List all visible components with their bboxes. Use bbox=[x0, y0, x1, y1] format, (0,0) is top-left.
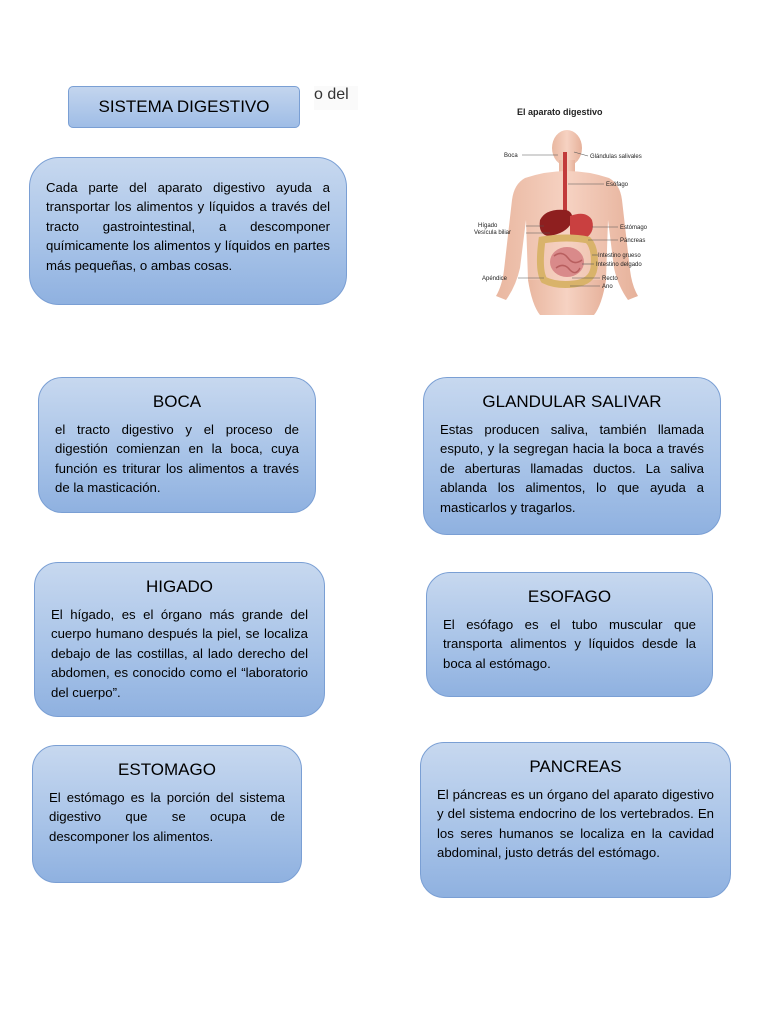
card-esofago bbox=[426, 572, 713, 697]
label-boca: Boca bbox=[504, 153, 518, 159]
card-esofago-text: El esófago es el tubo muscular que transporta alimentos y líquidos desde la boca al estómago. bbox=[443, 617, 696, 671]
card-glandular-title: GLANDULAR SALIVAR bbox=[482, 392, 662, 411]
label-esofago: Esófago bbox=[606, 182, 629, 188]
label-apendice: Apéndice bbox=[482, 276, 508, 282]
label-ano: Ano bbox=[602, 284, 613, 290]
card-glandular-salivar bbox=[423, 377, 721, 535]
card-esofago-title: ESOFAGO bbox=[527, 587, 612, 606]
card-boca-text: el tracto digestivo y el proceso de digestión comienzan en la boca, cuya función es triturar los alimentos a través de la masticación. bbox=[55, 422, 299, 496]
label-intestino-grueso: Intestino grueso bbox=[598, 253, 641, 259]
card-pancreas bbox=[420, 742, 731, 898]
card-estomago-text: El estómago es la porción del sistema digestivo que se ocupa de descomponer los alimentos. bbox=[49, 790, 285, 844]
card-glandular-text: Estas producen saliva, también llamada esputo, y la segregan hacia la boca a través de aberturas llamadas ductos. La saliva ablanda los alimentos, lo que ayuda a masticarlos y tragarlos. bbox=[440, 422, 704, 515]
card-higado-text: El hígado, es el órgano más grande del cuerpo humano después la piel, se localiza debajo de las costillas, al lado derecho del abdomen, es conocido como el “laboratorio del cuerpo”. bbox=[51, 607, 308, 700]
card-pancreas-title: PANCREAS bbox=[529, 757, 622, 776]
card-higado-title: HIGADO bbox=[145, 577, 214, 596]
label-higado: Hígado bbox=[478, 223, 498, 229]
intro-text: Cada parte del aparato digestivo ayuda a transportar los alimentos y líquidos a través del tracto gastrointestinal, a descomponer químicamente los alimentos y líquidos en partes más pequeñas, o ambas cosas. bbox=[46, 180, 330, 273]
digestive-system-diagram bbox=[470, 100, 660, 315]
intro-box bbox=[29, 157, 347, 305]
label-recto: Recto bbox=[602, 276, 618, 282]
cropped-text: o del bbox=[314, 86, 349, 103]
page-title bbox=[68, 86, 300, 128]
page-title-text: SISTEMA DIGESTIVO bbox=[98, 97, 270, 116]
label-intestino-delgado: Intestino delgado bbox=[596, 262, 642, 268]
card-pancreas-text: El páncreas es un órgano del aparato digestivo y del sistema endocrino de los vertebrados. En los seres humanos se localiza en la cavidad abdominal, justo detrás del estómago. bbox=[437, 787, 714, 861]
card-estomago bbox=[32, 745, 302, 883]
card-higado bbox=[34, 562, 325, 717]
label-pancreas: Páncreas bbox=[620, 238, 646, 244]
label-estomago: Estómago bbox=[620, 225, 648, 231]
label-vesicula: Vesícula biliar bbox=[474, 230, 512, 236]
card-boca-title: BOCA bbox=[152, 392, 202, 411]
label-glandulas: Glándulas salivales bbox=[590, 154, 642, 160]
diagram-title: El aparato digestivo bbox=[517, 107, 603, 117]
card-boca bbox=[38, 377, 316, 513]
cropped-text-fragment bbox=[314, 86, 358, 110]
card-estomago-title: ESTOMAGO bbox=[118, 760, 216, 779]
